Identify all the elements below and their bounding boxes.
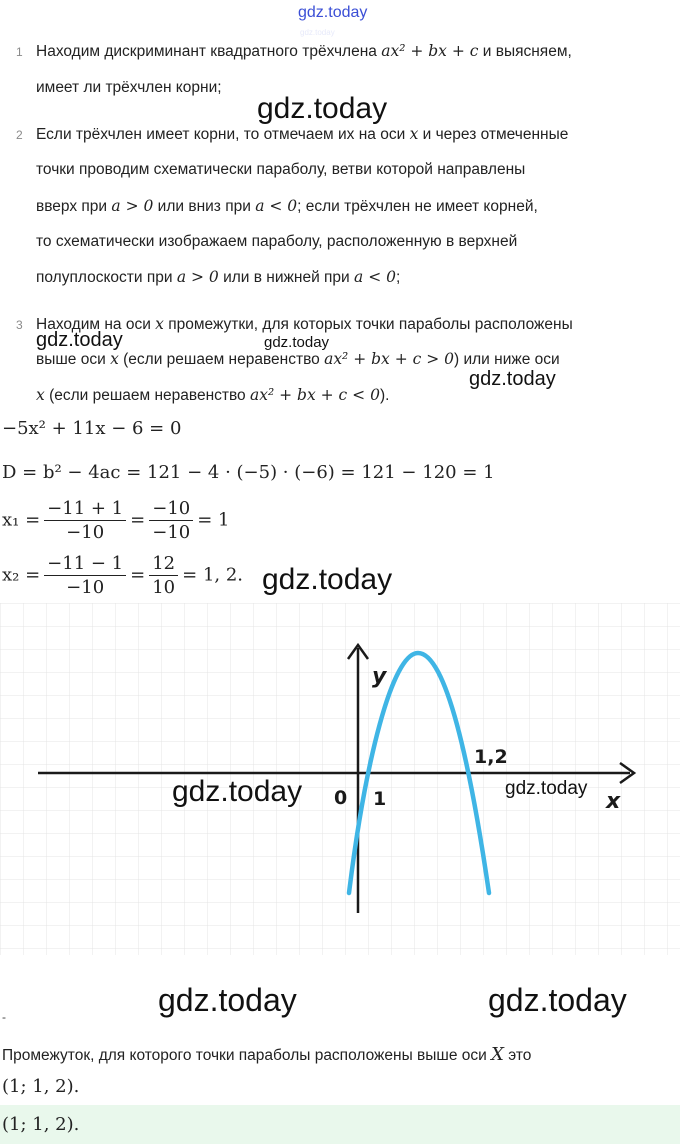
text: имеет ли трёхчлен корни; xyxy=(36,79,222,96)
x-axis-label: x xyxy=(606,789,621,814)
watermark: gdz.today xyxy=(488,982,627,1018)
x1-result: = 1 xyxy=(197,509,230,531)
y-axis-label: y xyxy=(372,664,387,689)
math: a > 0 xyxy=(111,197,154,215)
answer-line: (1; 1, 2). xyxy=(2,1076,80,1097)
text: (если решаем неравенство xyxy=(49,387,246,404)
text: и выясняем, xyxy=(482,43,572,60)
math: x xyxy=(409,125,419,143)
math: x xyxy=(36,386,45,404)
denominator: −10 xyxy=(66,577,105,598)
numerator: 12 xyxy=(149,553,178,576)
text: промежутки, для которых точки параболы расположены xyxy=(168,316,573,333)
math: a < 0 xyxy=(255,197,298,215)
math: ax² + bx + c > 0 xyxy=(324,350,455,368)
text: это xyxy=(508,1047,532,1064)
text: Находим дискриминант квадратного трёхчлена xyxy=(36,43,377,60)
step-2-line-1 xyxy=(36,125,568,144)
step-1-line-1 xyxy=(36,42,572,61)
math: ax² + bx + c < 0 xyxy=(250,386,380,404)
watermark: gdz.today xyxy=(172,775,303,808)
watermark: gdz.today xyxy=(158,982,297,1018)
math: a > 0 xyxy=(176,268,219,286)
numerator: −10 xyxy=(149,498,193,521)
numerator: −11 + 1 xyxy=(44,498,126,521)
step-2-line-3 xyxy=(36,197,538,216)
numerator: −11 − 1 xyxy=(44,553,126,576)
step-number: 3 xyxy=(16,318,23,332)
root-2-label: 1,2 xyxy=(474,746,508,768)
denominator: 10 xyxy=(152,577,176,598)
equation-discriminant: D = b² − 4ac = 121 − 4 · (−5) · (−6) = 121 − 120 = 1 xyxy=(2,462,495,483)
text: ). xyxy=(379,387,390,404)
text: Находим на оси xyxy=(36,316,151,333)
math: x xyxy=(155,315,164,333)
x2-lhs: x₂ = xyxy=(2,564,41,586)
text: Промежуток, для которого точки параболы расположены выше оси xyxy=(2,1047,487,1064)
math: ax² + bx + c xyxy=(381,42,479,60)
text: или в нижней при xyxy=(223,269,350,286)
x2-result: = 1, 2. xyxy=(182,564,244,586)
text: полуплоскости при xyxy=(36,269,173,286)
watermark: gdz.today xyxy=(257,92,388,125)
watermark: gdz.today xyxy=(264,334,330,351)
watermark: gdz.today xyxy=(262,563,393,596)
answer-text: (1; 1, 2). xyxy=(2,1114,80,1135)
text: выше оси xyxy=(36,351,106,368)
text: вверх при xyxy=(36,198,108,215)
watermark-top: gdz.today xyxy=(298,4,368,21)
step-2-line-5 xyxy=(36,268,400,287)
conclusion xyxy=(2,1044,531,1065)
text: ; если трёхчлен не имеет корней, xyxy=(297,198,538,215)
step-3-line-3 xyxy=(36,386,389,405)
step-number: 2 xyxy=(16,128,23,142)
text: или вниз при xyxy=(157,198,251,215)
fraction xyxy=(44,498,126,543)
watermark: gdz.today xyxy=(36,329,123,351)
text: ; xyxy=(395,269,401,286)
step-2-line-2 xyxy=(36,161,525,179)
text: то схематически изображаем параболу, расположенную в верхней xyxy=(36,233,518,250)
step-3-line-2 xyxy=(36,350,560,369)
text: и через отмеченные xyxy=(422,126,569,143)
math: a < 0 xyxy=(354,268,396,286)
watermark: gdz.today xyxy=(505,778,588,799)
x1-lhs: x₁ = xyxy=(2,509,41,531)
dash: - xyxy=(2,1010,6,1024)
text: (если решаем неравенство xyxy=(123,351,320,368)
equation-x1: x₁ = $\frac{-11 + 1}{-10}$ = $\frac{-10}{-10}$ = 1 xyxy=(2,498,230,543)
text: Если трёхчлен имеет корни, то отмечаем их на оси xyxy=(36,126,406,143)
equation-quadratic: −5x² + 11x − 6 = 0 xyxy=(2,418,182,439)
fraction xyxy=(44,553,126,598)
answer-box xyxy=(0,1105,680,1144)
math: X xyxy=(491,1044,504,1065)
step-number: 1 xyxy=(16,45,23,59)
step-2-line-4 xyxy=(36,233,517,251)
origin-label: 0 xyxy=(334,787,348,809)
equation-x2: x₂ = $\frac{-11 - 1}{-10}$ = $\frac{12}{10}$ = 1, 2. xyxy=(2,553,244,598)
denominator: −10 xyxy=(152,522,191,543)
root-1-label: 1 xyxy=(373,788,387,810)
text: точки проводим схематически параболу, ветви которой направлены xyxy=(36,161,526,178)
watermark: gdz.today xyxy=(469,368,556,390)
watermark: gdz.today xyxy=(300,28,335,37)
fraction xyxy=(149,498,193,543)
step-1-line-2 xyxy=(36,79,222,97)
math: x xyxy=(110,350,119,368)
fraction xyxy=(149,553,178,598)
denominator: −10 xyxy=(66,522,105,543)
text: ) или ниже оси xyxy=(454,351,560,368)
